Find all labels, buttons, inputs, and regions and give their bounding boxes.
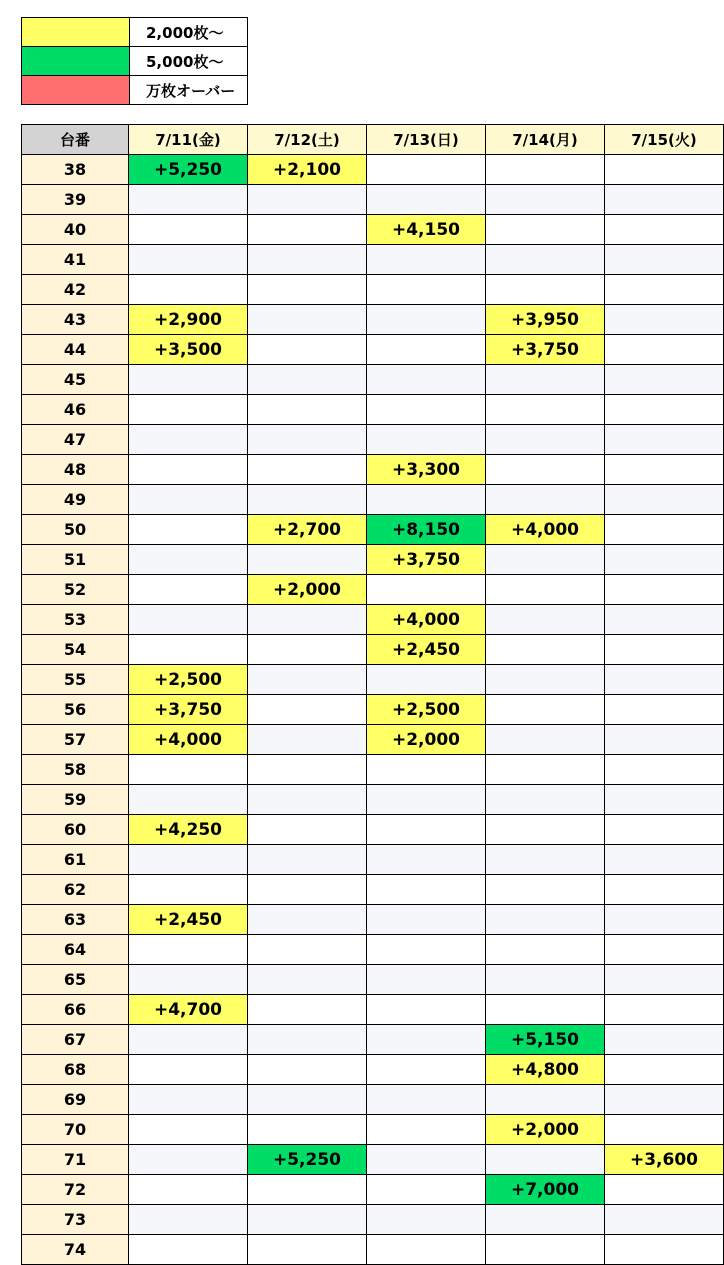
payout-cell: +4,000: [129, 725, 248, 755]
payout-cell: [367, 995, 486, 1025]
date-header: 7/14(月): [486, 125, 605, 155]
payout-cell: [486, 695, 605, 725]
payout-cell: [486, 845, 605, 875]
payout-cell: [129, 785, 248, 815]
payout-cell: [248, 1055, 367, 1085]
table-row: [22, 1025, 724, 1055]
payout-cell: [248, 185, 367, 215]
payout-cell: +4,150: [367, 215, 486, 245]
payout-cell: [486, 905, 605, 935]
payout-cell: +2,100: [248, 155, 367, 185]
machine-number: 43: [22, 305, 129, 335]
machine-number: 57: [22, 725, 129, 755]
machine-number: 62: [22, 875, 129, 905]
payout-cell: +2,000: [486, 1115, 605, 1145]
payout-cell: [248, 1025, 367, 1055]
payout-cell: [486, 575, 605, 605]
table-row: [22, 1115, 724, 1145]
payout-cell: [248, 635, 367, 665]
payout-cell: [129, 1205, 248, 1235]
payout-cell: [129, 1145, 248, 1175]
payout-cell: +3,750: [486, 335, 605, 365]
payout-cell: [486, 935, 605, 965]
payout-cell: [248, 725, 367, 755]
payout-cell: [367, 1205, 486, 1235]
table-row: [22, 845, 724, 875]
machine-number: 47: [22, 425, 129, 455]
payout-cell: +2,450: [129, 905, 248, 935]
payout-cell: [129, 605, 248, 635]
payout-cell: [367, 575, 486, 605]
payout-cell: +5,250: [129, 155, 248, 185]
machine-number: 51: [22, 545, 129, 575]
payout-cell: [605, 935, 724, 965]
payout-cell: [129, 1085, 248, 1115]
payout-cell: [248, 365, 367, 395]
table-row: [22, 815, 724, 845]
legend-row: [22, 18, 248, 47]
payout-cell: [605, 1085, 724, 1115]
payout-cell: [367, 1175, 486, 1205]
legend-label: 5,000枚〜: [130, 47, 248, 76]
payout-cell: [248, 1115, 367, 1145]
payout-cell: [486, 215, 605, 245]
date-header: 7/11(金): [129, 125, 248, 155]
payout-cell: +2,450: [367, 635, 486, 665]
payout-cell: [367, 275, 486, 305]
payout-cell: [129, 875, 248, 905]
payout-cell: [367, 665, 486, 695]
machine-number: 48: [22, 455, 129, 485]
machine-number: 67: [22, 1025, 129, 1055]
payout-cell: +4,700: [129, 995, 248, 1025]
payout-cell: [486, 755, 605, 785]
payout-cell: [605, 815, 724, 845]
payout-cell: [605, 455, 724, 485]
machine-number: 59: [22, 785, 129, 815]
payout-cell: [129, 1235, 248, 1265]
machine-number: 39: [22, 185, 129, 215]
table-row: [22, 875, 724, 905]
table-row: [22, 245, 724, 275]
machine-number: 56: [22, 695, 129, 725]
machine-number: 58: [22, 755, 129, 785]
payout-cell: [129, 935, 248, 965]
payout-cell: [367, 365, 486, 395]
payout-cell: [367, 905, 486, 935]
payout-cell: [605, 575, 724, 605]
machine-number: 74: [22, 1235, 129, 1265]
table-row: [22, 995, 724, 1025]
payout-cell: +5,250: [248, 1145, 367, 1175]
payout-cell: +4,800: [486, 1055, 605, 1085]
table-row: [22, 755, 724, 785]
payout-cell: [129, 755, 248, 785]
payout-cell: [605, 425, 724, 455]
machine-number: 64: [22, 935, 129, 965]
payout-cell: [367, 1085, 486, 1115]
payout-cell: [605, 485, 724, 515]
payout-cell: [605, 875, 724, 905]
payout-cell: [367, 245, 486, 275]
payout-cell: [486, 1085, 605, 1115]
table-row: [22, 1175, 724, 1205]
table-row: [22, 365, 724, 395]
payout-cell: [605, 755, 724, 785]
payout-cell: [248, 335, 367, 365]
payout-cell: [486, 605, 605, 635]
machine-number: 61: [22, 845, 129, 875]
payout-cell: [605, 155, 724, 185]
payout-cell: [367, 755, 486, 785]
payout-cell: [129, 425, 248, 455]
machine-number: 63: [22, 905, 129, 935]
payout-cell: [367, 935, 486, 965]
machine-number: 70: [22, 1115, 129, 1145]
machine-number: 53: [22, 605, 129, 635]
table-row: [22, 425, 724, 455]
payout-cell: [486, 1205, 605, 1235]
payout-cell: [486, 155, 605, 185]
payout-cell: +3,600: [605, 1145, 724, 1175]
payout-cell: [486, 275, 605, 305]
payout-cell: [367, 1055, 486, 1085]
payout-cell: [367, 1115, 486, 1145]
payout-cell: [367, 185, 486, 215]
payout-cell: [248, 485, 367, 515]
table-row: [22, 1055, 724, 1085]
table-row: [22, 335, 724, 365]
payout-cell: [605, 1205, 724, 1235]
payout-cell: [605, 845, 724, 875]
payout-cell: [367, 965, 486, 995]
payout-cell: [129, 575, 248, 605]
table-row: [22, 575, 724, 605]
payout-cell: [248, 905, 367, 935]
machine-number-header: 台番: [22, 125, 129, 155]
machine-number: 68: [22, 1055, 129, 1085]
payout-cell: +3,750: [367, 545, 486, 575]
payout-cell: [129, 215, 248, 245]
payout-cell: [367, 425, 486, 455]
payout-cell: +2,500: [367, 695, 486, 725]
table-row: [22, 725, 724, 755]
payout-cell: [486, 875, 605, 905]
payout-cell: [129, 1055, 248, 1085]
payout-cell: [248, 1235, 367, 1265]
payout-cell: [605, 335, 724, 365]
header-row: [22, 125, 724, 155]
payout-cell: [248, 875, 367, 905]
payout-cell: [367, 485, 486, 515]
payout-cell: [248, 1175, 367, 1205]
payout-cell: +3,950: [486, 305, 605, 335]
payout-cell: [129, 275, 248, 305]
payout-cell: [248, 605, 367, 635]
machine-number: 54: [22, 635, 129, 665]
payout-cell: [486, 545, 605, 575]
payout-cell: [605, 785, 724, 815]
payout-cell: [367, 785, 486, 815]
payout-cell: +3,500: [129, 335, 248, 365]
payout-cell: [129, 635, 248, 665]
machine-number: 73: [22, 1205, 129, 1235]
payout-cell: +2,000: [367, 725, 486, 755]
payout-cell: [486, 455, 605, 485]
payout-cell: [367, 335, 486, 365]
payout-cell: +5,150: [486, 1025, 605, 1055]
payout-cell: [248, 245, 367, 275]
legend-row: [22, 47, 248, 76]
payout-cell: [129, 395, 248, 425]
payout-cell: [129, 1025, 248, 1055]
payout-cell: [248, 965, 367, 995]
payout-cell: [605, 365, 724, 395]
payout-cell: [367, 155, 486, 185]
payout-cell: [129, 965, 248, 995]
machine-number: 72: [22, 1175, 129, 1205]
machine-number: 66: [22, 995, 129, 1025]
payout-cell: [129, 845, 248, 875]
payout-cell: [486, 815, 605, 845]
legend-swatch-red: [22, 76, 130, 105]
payout-cell: [367, 845, 486, 875]
machine-number: 65: [22, 965, 129, 995]
payout-cell: [605, 185, 724, 215]
table-row: [22, 545, 724, 575]
payout-cell: [248, 275, 367, 305]
table-row: [22, 905, 724, 935]
machine-number: 38: [22, 155, 129, 185]
payout-cell: [605, 995, 724, 1025]
payout-cell: [129, 185, 248, 215]
payout-cell: [486, 995, 605, 1025]
payout-cell: [129, 485, 248, 515]
payout-cell: [367, 1145, 486, 1175]
table-row: [22, 1205, 724, 1235]
table-row: [22, 605, 724, 635]
payout-cell: [129, 365, 248, 395]
payout-cell: [486, 965, 605, 995]
payout-cell: [605, 275, 724, 305]
payout-cell: [605, 665, 724, 695]
payout-cell: [605, 1235, 724, 1265]
payout-cell: [248, 1205, 367, 1235]
payout-cell: [486, 425, 605, 455]
legend-row: [22, 76, 248, 105]
payout-cell: [129, 455, 248, 485]
table-row: [22, 275, 724, 305]
payout-cell: [605, 1055, 724, 1085]
payout-cell: [486, 245, 605, 275]
payout-cell: [367, 815, 486, 845]
payout-cell: [605, 215, 724, 245]
results-table: [21, 124, 724, 1265]
payout-cell: [486, 785, 605, 815]
machine-number: 50: [22, 515, 129, 545]
machine-number: 40: [22, 215, 129, 245]
payout-cell: [367, 395, 486, 425]
machine-number: 71: [22, 1145, 129, 1175]
payout-cell: [129, 1115, 248, 1145]
table-row: [22, 215, 724, 245]
machine-number: 49: [22, 485, 129, 515]
payout-cell: +4,000: [486, 515, 605, 545]
payout-cell: [605, 605, 724, 635]
payout-cell: [605, 965, 724, 995]
payout-cell: [486, 485, 605, 515]
payout-cell: +2,000: [248, 575, 367, 605]
payout-cell: [248, 395, 367, 425]
payout-cell: [367, 305, 486, 335]
payout-cell: [486, 665, 605, 695]
payout-cell: +8,150: [367, 515, 486, 545]
payout-cell: +2,900: [129, 305, 248, 335]
color-legend: [21, 17, 248, 105]
payout-cell: [129, 245, 248, 275]
table-row: [22, 785, 724, 815]
table-row: [22, 185, 724, 215]
legend-label: 2,000枚〜: [130, 18, 248, 47]
payout-cell: [129, 515, 248, 545]
table-row: [22, 485, 724, 515]
table-row: [22, 965, 724, 995]
payout-cell: [248, 1085, 367, 1115]
payout-cell: +3,750: [129, 695, 248, 725]
payout-cell: [248, 545, 367, 575]
table-row: [22, 665, 724, 695]
payout-cell: [605, 1115, 724, 1145]
payout-cell: [367, 1235, 486, 1265]
payout-cell: [605, 905, 724, 935]
payout-cell: [129, 1175, 248, 1205]
payout-cell: [367, 1025, 486, 1055]
payout-cell: [486, 185, 605, 215]
payout-cell: [248, 845, 367, 875]
table-row: [22, 515, 724, 545]
table-row: [22, 155, 724, 185]
payout-cell: [129, 545, 248, 575]
payout-cell: +2,700: [248, 515, 367, 545]
payout-cell: [605, 515, 724, 545]
payout-cell: +2,500: [129, 665, 248, 695]
payout-cell: [605, 395, 724, 425]
payout-cell: [248, 815, 367, 845]
table-row: [22, 1085, 724, 1115]
payout-cell: [248, 785, 367, 815]
table-row: [22, 935, 724, 965]
payout-cell: [605, 695, 724, 725]
payout-cell: +7,000: [486, 1175, 605, 1205]
payout-cell: [486, 395, 605, 425]
machine-number: 41: [22, 245, 129, 275]
machine-number: 69: [22, 1085, 129, 1115]
table-row: [22, 455, 724, 485]
table-row: [22, 1145, 724, 1175]
table-row: [22, 305, 724, 335]
payout-cell: +4,000: [367, 605, 486, 635]
date-header: 7/12(土): [248, 125, 367, 155]
table-row: [22, 695, 724, 725]
legend-label: 万枚オーバー: [130, 76, 248, 105]
machine-number: 46: [22, 395, 129, 425]
payout-cell: [605, 305, 724, 335]
payout-cell: [486, 725, 605, 755]
date-header: 7/13(日): [367, 125, 486, 155]
date-header: 7/15(火): [605, 125, 724, 155]
machine-number: 44: [22, 335, 129, 365]
table-row: [22, 635, 724, 665]
payout-cell: [605, 545, 724, 575]
payout-cell: [367, 875, 486, 905]
payout-cell: [248, 305, 367, 335]
payout-cell: [486, 365, 605, 395]
payout-cell: [605, 245, 724, 275]
payout-cell: [605, 635, 724, 665]
payout-cell: [248, 425, 367, 455]
payout-cell: [248, 455, 367, 485]
payout-cell: [605, 1025, 724, 1055]
payout-cell: [248, 935, 367, 965]
table-row: [22, 1235, 724, 1265]
legend-swatch-green: [22, 47, 130, 76]
payout-cell: [248, 665, 367, 695]
payout-cell: [486, 1145, 605, 1175]
machine-number: 55: [22, 665, 129, 695]
payout-cell: [248, 695, 367, 725]
payout-cell: [486, 635, 605, 665]
legend-swatch-yellow: [22, 18, 130, 47]
table-row: [22, 395, 724, 425]
payout-cell: [605, 725, 724, 755]
payout-cell: [248, 755, 367, 785]
machine-number: 52: [22, 575, 129, 605]
payout-cell: [605, 1175, 724, 1205]
machine-number: 42: [22, 275, 129, 305]
payout-cell: +4,250: [129, 815, 248, 845]
machine-number: 45: [22, 365, 129, 395]
payout-cell: [486, 1235, 605, 1265]
payout-cell: [248, 215, 367, 245]
machine-number: 60: [22, 815, 129, 845]
payout-cell: +3,300: [367, 455, 486, 485]
payout-cell: [248, 995, 367, 1025]
